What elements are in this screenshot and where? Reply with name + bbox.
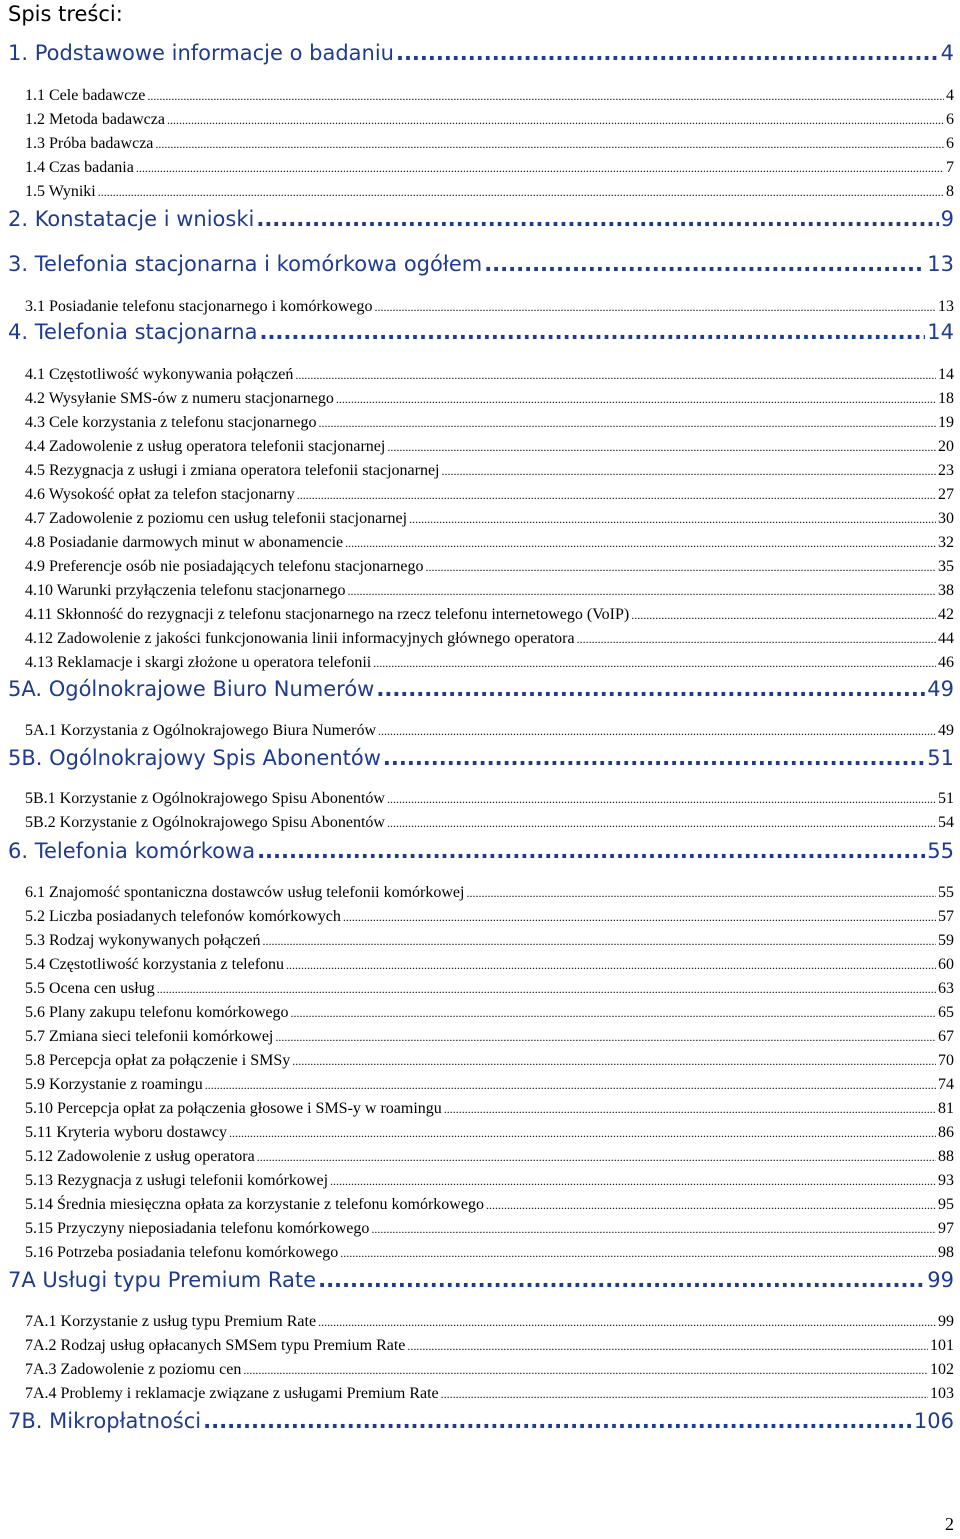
toc-entry-title: 5.4 Częstotliwość korzystania z telefonu [25, 956, 285, 973]
toc-entry-page: 93 [938, 1172, 954, 1189]
toc-entry-page: 98 [938, 1244, 954, 1261]
toc-section-entry[interactable] [25, 438, 954, 456]
toc-section-entry[interactable] [25, 654, 954, 672]
toc-entry-page: 67 [938, 1028, 954, 1045]
toc-entry-page: 59 [938, 932, 954, 949]
toc-entry-page: 63 [938, 980, 954, 997]
toc-section-entry[interactable] [25, 1004, 954, 1022]
toc-entry-title: 5.8 Percepcja opłat za połączenie i SMSy [25, 1052, 291, 1069]
toc-chapter-entry[interactable] [8, 320, 954, 344]
toc-section-entry[interactable] [25, 956, 954, 974]
toc-leader-dots [259, 320, 925, 344]
toc-leader-dots [336, 390, 936, 408]
toc-leader-dots [466, 884, 936, 902]
toc-entry-title: 4.10 Warunki przyłączenia telefonu stacjonarnego [25, 582, 346, 599]
toc-section-entry[interactable] [25, 1385, 954, 1403]
toc-entry-title: 1.4 Czas badania [25, 159, 134, 176]
toc-entry-page: 49 [927, 677, 954, 701]
toc-chapter-entry[interactable] [8, 1268, 954, 1292]
toc-chapter-entry[interactable] [8, 252, 954, 276]
toc-entry-page: 55 [927, 839, 954, 863]
toc-entry-page: 9 [940, 207, 954, 231]
toc-entry-page: 4 [946, 87, 954, 104]
toc-section-entry[interactable] [25, 1337, 954, 1355]
toc-entry-title: 5.5 Ocena cen usług [25, 980, 155, 997]
toc-entry-page: 4 [940, 41, 954, 65]
toc-section-entry[interactable] [25, 390, 954, 408]
toc-section-entry[interactable] [25, 884, 954, 902]
toc-section-entry[interactable] [25, 298, 954, 316]
toc-leader-dots [243, 1361, 928, 1379]
toc-entry-title: 5.16 Potrzeba posiadania telefonu komórkowego [25, 1244, 339, 1261]
toc-leader-dots [257, 1148, 936, 1166]
toc-leader-dots [409, 510, 936, 528]
toc-entry-title: 7A.1 Korzystanie z usług typu Premium Rate [25, 1313, 317, 1330]
toc-entry-page: 18 [938, 390, 954, 407]
toc-entry-title: 4.2 Wysyłanie SMS-ów z numeru stacjonarnego [25, 390, 334, 407]
toc-leader-dots [373, 654, 936, 672]
toc-entry-title: 5.9 Korzystanie z roamingu [25, 1076, 203, 1093]
toc-entry-title: 4.6 Wysokość opłat za telefon stacjonarny [25, 486, 295, 503]
toc-entry-page: 60 [938, 956, 954, 973]
toc-section-entry[interactable] [25, 366, 954, 384]
toc-section-entry[interactable] [25, 1148, 954, 1166]
toc-leader-dots [387, 814, 936, 832]
toc-entry-page: 44 [938, 630, 954, 647]
toc-leader-dots [387, 438, 936, 456]
toc-entry-title: 1.2 Metoda badawcza [25, 111, 165, 128]
toc-section-entry[interactable] [25, 790, 954, 808]
toc-entry-page: 95 [938, 1196, 954, 1213]
toc-leader-dots [383, 746, 925, 770]
toc-entry-page: 6 [946, 135, 954, 152]
toc-section-entry[interactable] [25, 414, 954, 432]
toc-entry-title: 1.3 Próba badawcza [25, 135, 154, 152]
toc-entry-page: 81 [938, 1100, 954, 1117]
toc-leader-dots [426, 558, 936, 576]
toc-leader-dots [262, 932, 936, 950]
toc-entry-title: 1. Podstawowe informacje o badaniu [8, 41, 394, 65]
toc-section-entry[interactable] [25, 722, 954, 740]
toc-entry-page: 70 [938, 1052, 954, 1069]
toc-chapter-entry[interactable] [8, 677, 954, 701]
toc-entry-title: 4.8 Posiadanie darmowych minut w abonamencie [25, 534, 344, 551]
toc-leader-dots [318, 1313, 936, 1331]
toc-section-entry[interactable] [25, 486, 954, 504]
toc-leader-dots [441, 1385, 928, 1403]
toc-entry-page: 57 [938, 908, 954, 925]
toc-leader-dots [147, 87, 944, 105]
toc-entry-page: 97 [938, 1220, 954, 1237]
toc-entry-title: 5A.1 Korzystania z Ogólnokrajowego Biura Numerów [25, 722, 377, 739]
toc-entry-page: 6 [946, 111, 954, 128]
toc-entry-title: 4.3 Cele korzystania z telefonu stacjonarnego [25, 414, 317, 431]
toc-entry-page: 99 [927, 1268, 954, 1292]
toc-entry-page: 54 [938, 814, 954, 831]
toc-leader-dots [348, 582, 936, 600]
toc-chapter-entry[interactable] [8, 746, 954, 770]
toc-section-entry[interactable] [25, 558, 954, 576]
toc-section-entry[interactable] [25, 606, 954, 624]
toc-entry-page: 7 [946, 159, 954, 176]
toc-entry-page: 51 [927, 746, 954, 770]
toc-section-entry[interactable] [25, 111, 954, 129]
toc-leader-dots [205, 1076, 936, 1094]
toc-entry-page: 8 [946, 183, 954, 200]
toc-entry-title: 4.13 Reklamacje i skargi złożone u operatora telefonii [25, 654, 372, 671]
toc-leader-dots [286, 956, 936, 974]
toc-entry-title: 4. Telefonia stacjonarna [8, 320, 258, 344]
toc-section-entry[interactable] [25, 462, 954, 480]
toc-section-entry[interactable] [25, 135, 954, 153]
toc-entry-page: 38 [938, 582, 954, 599]
toc-leader-dots [167, 111, 944, 129]
toc-leader-dots [297, 486, 936, 504]
toc-leader-dots [318, 1268, 925, 1292]
toc-leader-dots [330, 1172, 936, 1190]
toc-leader-dots [345, 534, 936, 552]
toc-section-entry[interactable] [25, 1361, 954, 1379]
toc-entry-title: 5B. Ogólnokrajowy Spis Abonentów [8, 746, 381, 770]
toc-section-entry[interactable] [25, 932, 954, 950]
toc-section-entry[interactable] [25, 534, 954, 552]
toc-entry-title: 6. Telefonia komórkowa [8, 839, 256, 863]
toc-section-entry[interactable] [25, 1172, 954, 1190]
toc-entry-title: 5.2 Liczba posiadanych telefonów komórkowych [25, 908, 341, 925]
toc-entry-page: 88 [938, 1148, 954, 1165]
toc-leader-dots [256, 207, 938, 231]
page-number: 2 [945, 1514, 954, 1534]
toc-entry-title: 7A.3 Zadowolenie z poziomu cen [25, 1361, 242, 1378]
toc-section-entry[interactable] [25, 1244, 954, 1262]
toc-leader-dots [295, 366, 936, 384]
toc-leader-dots [374, 298, 936, 316]
toc-leader-dots [376, 677, 925, 701]
toc-leader-dots [407, 1337, 928, 1355]
toc-entry-title: 5.13 Rezygnacja z usługi telefonii komórkowej [25, 1172, 329, 1189]
toc-entry-title: 4.7 Zadowolenie z poziomu cen usług telefonii stacjonarnej [25, 510, 408, 527]
toc-heading: Spis treści: [8, 2, 123, 26]
toc-entry-title: 1.5 Wyniki [25, 183, 96, 200]
toc-entry-title: 5B.2 Korzystanie z Ogólnokrajowego Spisu Abonentów [25, 814, 385, 831]
toc-leader-dots [98, 183, 944, 201]
toc-entry-page: 13 [938, 298, 954, 315]
toc-section-entry[interactable] [25, 1028, 954, 1046]
toc-entry-page: 14 [938, 366, 954, 383]
toc-entry-title: 4.5 Rezygnacja z usługi i zmiana operatora telefonii stacjonarnej [25, 462, 440, 479]
toc-entry-page: 27 [938, 486, 954, 503]
toc-entry-title: 3.1 Posiadanie telefonu stacjonarnego i komórkowego [25, 298, 373, 315]
toc-entry-page: 46 [938, 654, 954, 671]
toc-entry-title: 5.11 Kryteria wyboru dostawcy [25, 1124, 228, 1141]
toc-entry-page: 103 [930, 1385, 954, 1402]
toc-leader-dots [486, 1196, 936, 1214]
toc-entry-page: 35 [938, 558, 954, 575]
toc-entry-page: 32 [938, 534, 954, 551]
toc-leader-dots [157, 980, 936, 998]
toc-leader-dots [155, 135, 944, 153]
toc-entry-page: 86 [938, 1124, 954, 1141]
toc-section-entry[interactable] [25, 908, 954, 926]
toc-leader-dots [378, 722, 936, 740]
toc-section-entry[interactable] [25, 1196, 954, 1214]
toc-leader-dots [257, 839, 925, 863]
toc-section-entry[interactable] [25, 1076, 954, 1094]
toc-chapter-entry[interactable] [8, 41, 954, 65]
toc-section-entry[interactable] [25, 183, 954, 201]
toc-section-entry[interactable] [25, 814, 954, 832]
toc-section-entry[interactable] [25, 1124, 954, 1142]
toc-entry-title: 3. Telefonia stacjonarna i komórkowa ogółem [8, 252, 483, 276]
toc-entry-title: 5B.1 Korzystanie z Ogólnokrajowego Spisu Abonentów [25, 790, 385, 807]
toc-entry-title: 5.3 Rodzaj wykonywanych połączeń [25, 932, 261, 949]
toc-section-entry[interactable] [25, 1220, 954, 1238]
toc-entry-title: 5.7 Zmiana sieci telefonii komórkowej [25, 1028, 274, 1045]
toc-leader-dots [371, 1220, 936, 1238]
toc-entry-title: 7A Usługi typu Premium Rate [8, 1268, 317, 1292]
toc-section-entry[interactable] [25, 582, 954, 600]
toc-entry-title: 6.1 Znajomość spontaniczna dostawców usług telefonii komórkowej [25, 884, 465, 901]
toc-entry-title: 1.1 Cele badawcze [25, 87, 146, 104]
toc-leader-dots [292, 1052, 936, 1070]
toc-leader-dots [136, 159, 944, 177]
toc-entry-title: 7A.4 Problemy i reklamacje związane z usługami Premium Rate [25, 1385, 439, 1402]
toc-leader-dots [340, 1244, 936, 1262]
toc-entry-page: 23 [938, 462, 954, 479]
toc-entry-page: 42 [938, 606, 954, 623]
toc-leader-dots [577, 630, 936, 648]
toc-entry-page: 65 [938, 1004, 954, 1021]
toc-entry-page: 51 [938, 790, 954, 807]
toc-entry-page: 19 [938, 414, 954, 431]
toc-entry-title: 5.12 Zadowolenie z usług operatora [25, 1148, 255, 1165]
toc-leader-dots [275, 1028, 936, 1046]
toc-section-entry[interactable] [25, 87, 954, 105]
toc-entry-page: 99 [938, 1313, 954, 1330]
toc-chapter-entry[interactable] [8, 1409, 954, 1433]
toc-entry-page: 20 [938, 438, 954, 455]
toc-entry-title: 4.11 Skłonność do rezygnacji z telefonu stacjonarnego na rzecz telefonu internetowego (VoIP) [25, 606, 630, 623]
toc-section-entry[interactable] [25, 159, 954, 177]
toc-chapter-entry[interactable] [8, 207, 954, 231]
toc-entry-page: 13 [927, 252, 954, 276]
toc-leader-dots [318, 414, 936, 432]
toc-section-entry[interactable] [25, 510, 954, 528]
toc-leader-dots [396, 41, 939, 65]
toc-leader-dots [484, 252, 925, 276]
toc-chapter-entry[interactable] [8, 839, 954, 863]
toc-section-entry[interactable] [25, 1313, 954, 1331]
toc-entry-title: 5.14 Średnia miesięczna opłata za korzystanie z telefonu komórkowego [25, 1196, 484, 1213]
toc-section-entry[interactable] [25, 1052, 954, 1070]
toc-leader-dots [343, 908, 936, 926]
toc-entry-title: 5.15 Przyczyny nieposiadania telefonu komórkowego [25, 1220, 370, 1237]
toc-entry-page: 30 [938, 510, 954, 527]
toc-entry-title: 7B. Mikropłatności [8, 1409, 202, 1433]
toc-entry-page: 74 [938, 1076, 954, 1093]
toc-entry-page: 101 [930, 1337, 954, 1354]
toc-entry-page: 106 [913, 1409, 954, 1433]
toc-entry-page: 55 [938, 884, 954, 901]
toc-entry-page: 49 [938, 722, 954, 739]
toc-leader-dots [387, 790, 936, 808]
toc-entry-page: 102 [930, 1361, 954, 1378]
toc-leader-dots [442, 462, 937, 480]
toc-entry-title: 4.4 Zadowolenie z usług operatora telefonii stacjonarnej [25, 438, 386, 455]
toc-entry-title: 7A.2 Rodzaj usług opłacanych SMSem typu Premium Rate [25, 1337, 406, 1354]
toc-entry-title: 5A. Ogólnokrajowe Biuro Numerów [8, 677, 375, 701]
toc-leader-dots [291, 1004, 937, 1022]
toc-entry-title: 2. Konstatacje i wnioski [8, 207, 255, 231]
toc-leader-dots [444, 1100, 936, 1118]
toc-leader-dots [631, 606, 936, 624]
toc-leader-dots [203, 1409, 912, 1433]
toc-entry-title: 4.9 Preferencje osób nie posiadających telefonu stacjonarnego [25, 558, 424, 575]
toc-section-entry[interactable] [25, 980, 954, 998]
toc-entry-title: 5.10 Percepcja opłat za połączenia głosowe i SMS-y w roamingu [25, 1100, 442, 1117]
toc-section-entry[interactable] [25, 1100, 954, 1118]
toc-leader-dots [229, 1124, 936, 1142]
toc-section-entry[interactable] [25, 630, 954, 648]
toc-entry-page: 14 [927, 320, 954, 344]
toc-entry-title: 4.1 Częstotliwość wykonywania połączeń [25, 366, 294, 383]
toc-entry-title: 5.6 Plany zakupu telefonu komórkowego [25, 1004, 289, 1021]
toc-entry-title: 4.12 Zadowolenie z jakości funkcjonowania linii informacyjnych głównego operatora [25, 630, 575, 647]
